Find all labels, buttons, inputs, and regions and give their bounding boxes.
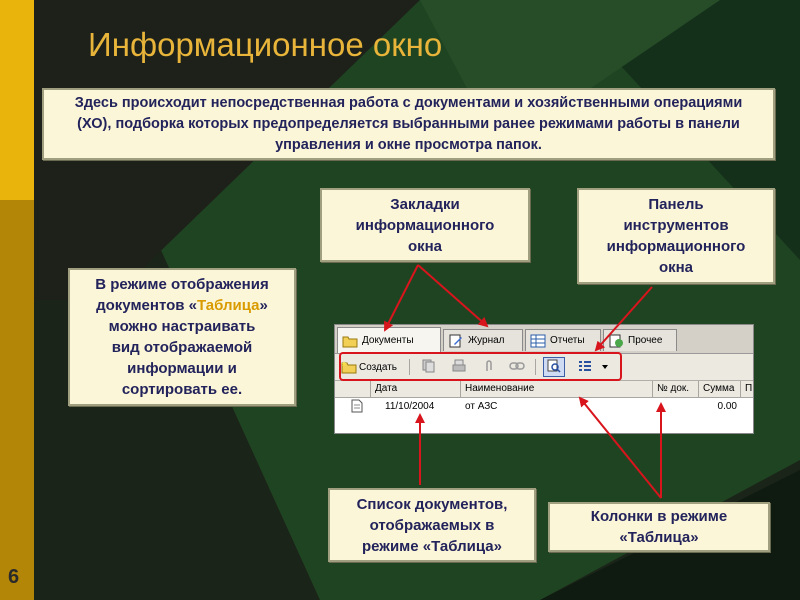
toolbar-callout-line: информационного — [606, 238, 746, 255]
toolbar-callout-line: окна — [658, 259, 694, 276]
tab-reports[interactable] — [525, 329, 601, 351]
table-mode-line: сортировать ее. — [121, 381, 243, 398]
toolbar-callout — [577, 188, 775, 284]
table-mode-line: информации и — [127, 360, 237, 377]
column-header-extra[interactable]: П — [745, 383, 753, 394]
doc-list-callout — [328, 488, 536, 562]
report-icon — [530, 334, 546, 348]
slide-number: 6 — [8, 566, 20, 588]
cell-name: от АЗС — [465, 401, 498, 412]
toolbar-callout-line: Панель — [648, 196, 704, 213]
tab-label: Журнал — [468, 335, 505, 346]
table-mode-line: вид отображаемой — [111, 339, 253, 356]
columns-callout — [548, 502, 770, 552]
tab-label: Документы — [362, 335, 414, 346]
cell-sum: 0.00 — [717, 401, 737, 412]
doc-list-line: отображаемых в — [369, 516, 495, 534]
table-mode-highlight: Таблица — [197, 297, 260, 314]
table-mode-line: В режиме отображения — [95, 276, 269, 293]
toolbar-callout-line: инструментов — [623, 217, 729, 234]
cell-number — [653, 399, 699, 415]
column-header-name[interactable]: Наименование — [461, 381, 653, 397]
column-header-icon[interactable] — [335, 381, 371, 397]
tab-journal[interactable] — [443, 329, 523, 351]
doc-list-line: Список документов, — [356, 495, 508, 513]
cell-date: 11/10/2004 — [385, 401, 435, 412]
tab-other[interactable] — [603, 329, 677, 351]
doc-list-line: режиме «Таблица» — [362, 537, 502, 555]
tabs-callout-line: Закладки — [390, 195, 460, 213]
table-mode-line: можно настраивать — [108, 318, 256, 335]
columns-callout-line: Колонки в режиме — [590, 508, 728, 525]
column-header-number[interactable]: № док. — [653, 381, 699, 397]
slide-title: Информационное окно — [88, 26, 443, 63]
tabs-callout-line: окна — [407, 237, 443, 255]
tabs-callout — [320, 188, 530, 262]
tab-bar — [335, 325, 753, 354]
table-mode-callout — [68, 268, 296, 406]
table-mode-prefix: документов « — [96, 297, 197, 314]
column-header-date[interactable]: Дата — [371, 381, 461, 397]
tab-documents[interactable] — [337, 327, 441, 353]
toolbar-highlight-box — [339, 352, 622, 381]
create-button-label: Создать — [359, 361, 398, 373]
intro-callout — [42, 88, 775, 160]
sidebar-accent-top — [0, 0, 34, 200]
column-header-sum[interactable]: Сумма — [699, 381, 741, 397]
document-icon — [351, 399, 371, 415]
other-icon — [608, 334, 624, 348]
table-header — [335, 381, 753, 398]
table-mode-suffix: » — [259, 297, 268, 314]
tab-label: Прочее — [628, 335, 663, 346]
tab-label: Отчеты — [550, 335, 585, 346]
table-mode-line-2 — [95, 295, 268, 316]
intro-text: Здесь происходит непосредственная работа с документами и хозяйственными операциями (ХО), подборка которых предопределяется выбранными ранее режимами работы в панели управления и окне просмотра папок. — [74, 94, 743, 153]
table-row[interactable] — [335, 399, 753, 415]
journal-icon — [448, 334, 464, 348]
folder-icon — [342, 334, 358, 348]
tabs-callout-line: информационного — [355, 216, 495, 234]
columns-callout-line: «Таблица» — [619, 529, 699, 546]
sidebar-accent-bottom — [0, 200, 34, 600]
